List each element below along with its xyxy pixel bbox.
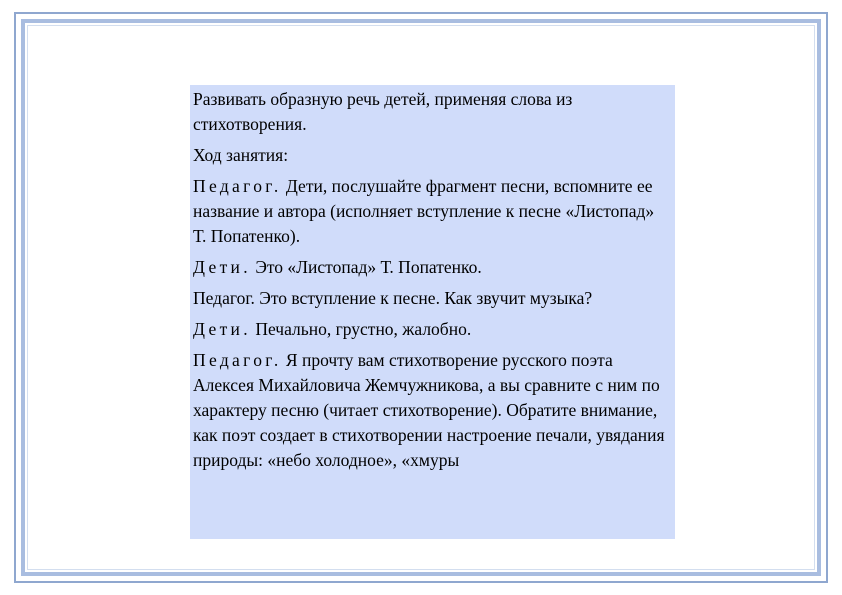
speaker-children: Дети. — [193, 319, 251, 339]
paragraph-teacher-1: Педагог. Дети, послушайте фрагмент песни, вспомните ее название и автора (исполняет вступление к песне «Листопад» Т. Попатенко). — [193, 176, 655, 246]
paragraph-teacher-2: Педагог. Это вступление к песне. Как звучит музыка? — [193, 288, 593, 308]
speaker-teacher: Педагог. — [193, 350, 282, 370]
paragraph-goal: Развивать образную речь детей, применяя слова из стихотворения. — [193, 89, 573, 134]
paragraph-lesson-heading: Ход занятия: — [193, 145, 289, 165]
paragraph-teacher-3: Педагог. Я прочту вам стихотворение русского поэта Алексея Михайловича Жемчужникова, а вы сравните с ним по характеру песню (читает стихотворение). Обратите внимание, как поэт создает в стихотворении настроение печали, увядания природы: «небо холодное», «хмуры — [193, 350, 665, 470]
speaker-children: Дети. — [193, 257, 251, 277]
text-block — [190, 85, 675, 539]
speaker-teacher: Педагог. — [193, 176, 282, 196]
paragraph-children-1: Дети. Это «Листопад» Т. Попатенко. — [193, 257, 482, 277]
paragraph-children-2: Дети. Печально, грустно, жалобно. — [193, 319, 472, 339]
